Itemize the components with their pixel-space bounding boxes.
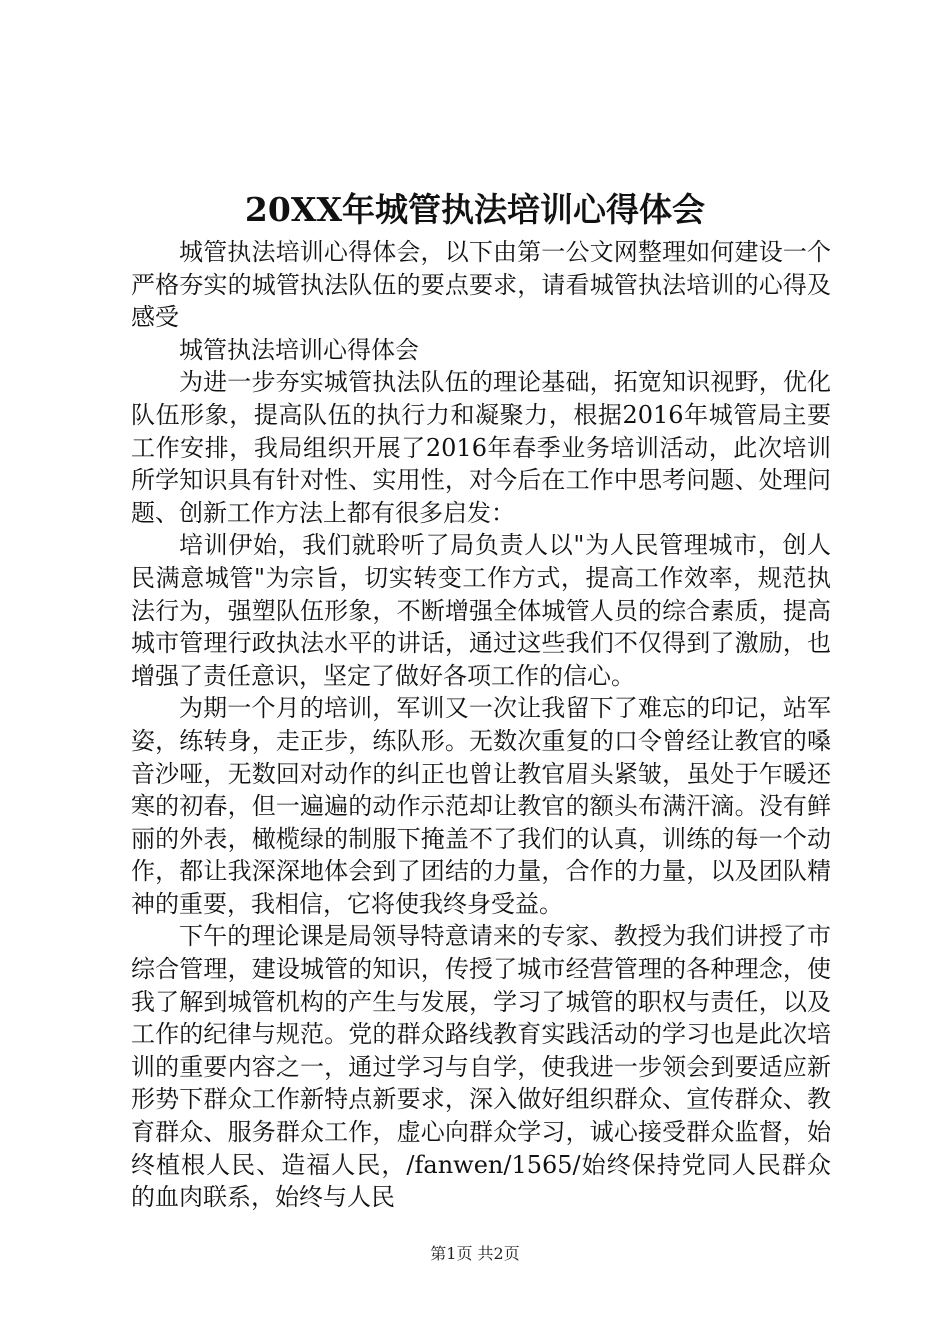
paragraph-background: 为进一步夯实城管执法队伍的理论基础，拓宽知识视野，优化队伍形象，提高队伍的执行力和凝聚力，根据2016年城管局主要工作安排，我局组织开展了2016年春季业务培训活动，此次培训所学知识具有针对性、实用性，对今后在工作中思考问题、处理问题、创新工作方法上都有很多启发： [131, 368, 831, 527]
paragraph-theory-course: 下午的理论课是局领导特意请来的专家、教授为我们讲授了市综合管理，建设城管的知识，传授了城市经营管理的各种理念，使我了解到城管机构的产生与发展，学习了城管的职权与责任，以及工作的纪律与规范。党的群众路线教育实践活动的学习也是此次培训的重要内容之一，通过学习与自学，使我进一步领会到要适应新形势下群众工作新特点新要求，深入做好组织群众、宣传群众、教育群众、服务群众工作，虚心向群众学习，诚心接受群众监督，始终植根人民、造福人民，/fanwen/1565/始终保持党同人民群众的血肉联系，始终与人民 [131, 922, 831, 1212]
paragraph-opening: 培训伊始，我们就聆听了局负责人以"为人民管理城市，创人民满意城管"为宗旨，切实转变工作方式，提高工作效率，规范执法行为，强塑队伍形象，不断增强全体城管人员的综合素质，提高城市管理行政执法水平的讲话，通过这些我们不仅得到了激励，也增强了责任意识，坚定了做好各项工作的信心。 [131, 531, 831, 690]
paragraph-subtitle: 城管执法培训心得体会 [179, 335, 419, 364]
page-number-footer: 第1页 共2页 [430, 1244, 520, 1263]
document-body [131, 236, 831, 1214]
document-title: 20XX年城管执法培训心得体会 [244, 190, 706, 229]
paragraph-military-training: 为期一个月的培训，军训又一次让我留下了难忘的印记，站军姿，练转身，走正步，练队形。无数次重复的口令曾经让教官的嗓音沙哑，无数回对动作的纠正也曾让教官眉头紧皱，虽处于乍暖还寒的初春，但一遍遍的动作示范却让教官的额头布满汗滴。没有鲜丽的外表，橄榄绿的制服下掩盖不了我们的认真，训练的每一个动作，都让我深深地体会到了团结的力量，合作的力量，以及团队精神的重要，我相信，它将使我终身受益。 [131, 694, 831, 918]
paragraph-intro: 城管执法培训心得体会，以下由第一公文网整理如何建设一个严格夯实的城管执法队伍的要点要求，请看城管执法培训的心得及感受 [131, 238, 831, 332]
